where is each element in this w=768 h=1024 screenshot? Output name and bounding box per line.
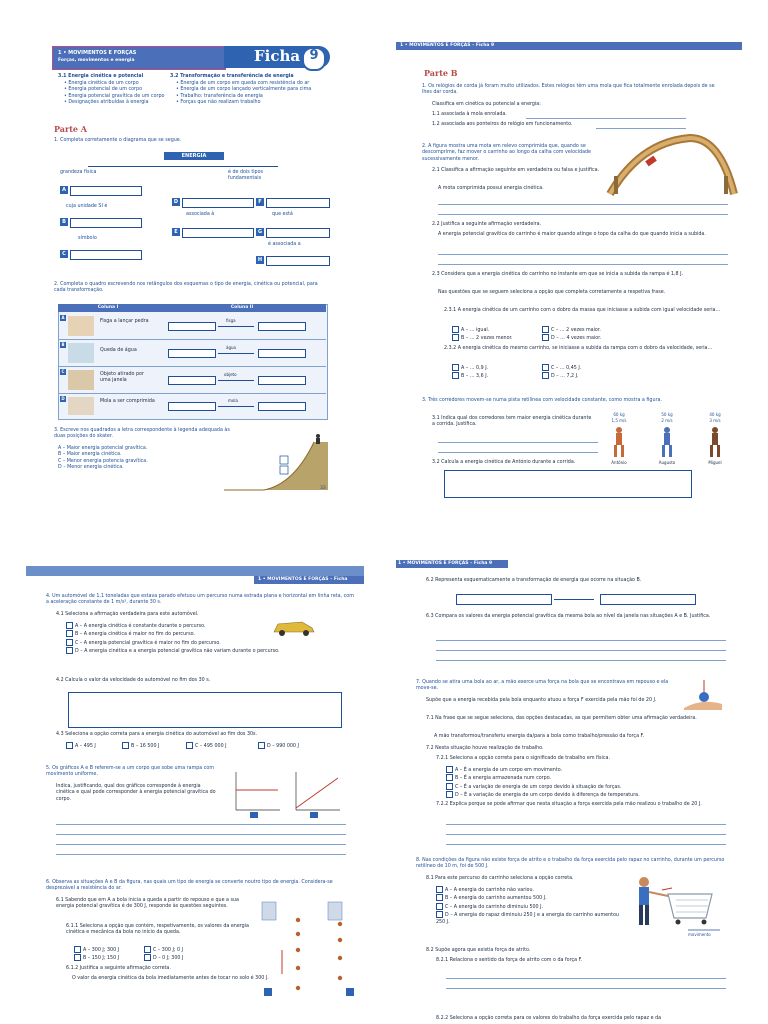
diagram-label-dois-tipos: é de dois tipos fundamentais bbox=[228, 170, 264, 182]
option-checkbox[interactable] bbox=[542, 364, 549, 371]
answer-line bbox=[446, 824, 726, 825]
option-label: A – A energia do carrinho não variou. bbox=[445, 888, 535, 893]
row-text: Objeto atirado por uma janela bbox=[100, 372, 144, 384]
option-checkbox[interactable] bbox=[66, 742, 73, 749]
graph-a bbox=[230, 770, 284, 818]
row-letter: D bbox=[61, 396, 65, 401]
option-label: C – … 2 vezes maior. bbox=[551, 328, 601, 333]
topic1-item: • Energia potencial gravítica de um corpo bbox=[64, 93, 165, 99]
answer-line bbox=[446, 978, 726, 979]
answer-line bbox=[56, 834, 346, 835]
option-label: C – A energia potencial gravítica é maior no fim do percurso. bbox=[75, 640, 221, 646]
question-5-statement: Indica, justificando, qual dos gráficos corresponde à energia cinética e qual pode corresponder à energia potencial gravítica do corpo. bbox=[56, 784, 216, 802]
chapter-header-subtitle: Forças, movimentos e energia bbox=[58, 58, 135, 63]
parte-a-heading: Parte A bbox=[54, 124, 87, 134]
option-label: A – … 0,9 J. bbox=[461, 366, 489, 371]
diagram-label-unidade: cuja unidade SI é bbox=[66, 204, 108, 209]
question-6: 6. Observa as situações A e B da figura, nas quais um tipo de energia se converte noutro tipo de energia. Considera-se desprezável a resistência do ar. bbox=[46, 880, 333, 892]
answer-box[interactable] bbox=[444, 470, 692, 498]
question-3-1: 3.1 Indica qual dos corredores tem maior energia cinética durante a corrida. Justifica. bbox=[432, 416, 592, 428]
topic1-item: • Energia potencial de um corpo bbox=[64, 87, 143, 93]
diagram-answer-box[interactable] bbox=[182, 198, 254, 208]
runner-name: António bbox=[611, 460, 627, 465]
row-answer-box-2[interactable] bbox=[258, 322, 306, 331]
option-label: B – A energia cinética é maior no fim do percurso. bbox=[75, 632, 195, 638]
question-4-3: 4.3 Seleciona a opção correta para a energia cinética do automóvel ao fim dos 30s. bbox=[56, 732, 258, 737]
worksheet-page-1 bbox=[48, 36, 338, 496]
option-checkbox[interactable] bbox=[446, 774, 453, 781]
diagram-letter-h: H bbox=[257, 257, 263, 263]
energia-label: ENERGIA bbox=[181, 153, 207, 159]
option-checkbox[interactable] bbox=[66, 639, 73, 646]
row-answer-box-2[interactable] bbox=[258, 376, 306, 385]
runner-figures bbox=[604, 426, 740, 458]
row-arrow bbox=[218, 353, 254, 354]
option-label: A – 300 J; 300 J bbox=[83, 948, 120, 953]
runner-speed: 2 m/s bbox=[661, 418, 673, 423]
option-label: D – 0 J; 300 J bbox=[153, 956, 184, 961]
diagram-letter-g: G bbox=[257, 229, 263, 235]
row-arrow bbox=[218, 406, 254, 407]
question-3-2: 3.2 Calcula a energia cinética de António durante a corrida. bbox=[432, 460, 576, 465]
question-7-statement: Supõe que a energia recebida pela bola enquanto atuou a força F exercida pela mão foi de 20 J. bbox=[426, 698, 657, 703]
topic1-item: • Energia cinética de um corpo bbox=[64, 81, 139, 86]
options-7-2-1 bbox=[446, 766, 640, 800]
page-header-title: 1 • MOVIMENTOS E FORÇAS – Ficha bbox=[258, 577, 348, 582]
diagram-letter-d: D bbox=[173, 199, 179, 205]
question-1-2: 1.2 associada aos ponteiros do relógio em funcionamento. bbox=[432, 122, 573, 127]
option-label: C – É a variação de energia de um corpo devido à situação de forças. bbox=[455, 784, 622, 790]
question-8-2-2: 8.2.2 Seleciona a opção correta para os valores do trabalho da força exercida pelo rapaz e da bbox=[436, 1016, 662, 1021]
table-header-col2: Coluna II bbox=[230, 305, 254, 310]
question-8-2-1: 8.2.1 Relaciona o sentido da força de atrito com o da força F. bbox=[436, 958, 583, 963]
diagram-letter-f: F bbox=[256, 198, 264, 206]
runner-mass: 40 kg bbox=[709, 412, 721, 417]
question-6-1-2: 6.1.2 Justifica a seguinte afirmação correta. bbox=[66, 966, 171, 971]
row-arrow bbox=[218, 326, 254, 327]
option-checkbox[interactable] bbox=[66, 622, 73, 629]
options-2-3-1 bbox=[452, 326, 612, 342]
question-3-options bbox=[58, 446, 148, 472]
table-header-col1: Coluna I bbox=[97, 305, 119, 310]
topic2-item: • Energia de um corpo em queda com resistência do ar bbox=[176, 81, 310, 86]
options-4-1 bbox=[66, 622, 279, 656]
row-answer-box-1[interactable] bbox=[168, 322, 216, 331]
diagram-answer-box[interactable] bbox=[70, 218, 142, 228]
topic1-item: • Designações atribuídas à energia bbox=[64, 100, 149, 106]
diagram-answer-box[interactable] bbox=[266, 228, 330, 238]
question-6-1-1: 6.1.1 Seleciona a opção que contém, respetivamente, os valores da energia cinética e mecânica da bola no início da queda. bbox=[66, 924, 249, 936]
option-checkbox[interactable] bbox=[74, 946, 81, 953]
runner-mass: 60 kg bbox=[613, 412, 625, 417]
diagram-label-e-associada: é associada a bbox=[268, 242, 301, 247]
option-label: B – 16 500 J bbox=[131, 744, 160, 749]
worksheet-page-4 bbox=[396, 558, 746, 1024]
row-answer-box-1[interactable] bbox=[168, 376, 216, 385]
question-2-2: 2.2 Justifica a seguinte afirmação verdadeira. bbox=[432, 222, 542, 227]
diagram-answer-box[interactable] bbox=[266, 198, 330, 208]
diagram-connector bbox=[88, 166, 278, 167]
option: D – Menor energia cinética. bbox=[58, 465, 124, 471]
answer-line bbox=[438, 442, 598, 443]
answer-line bbox=[438, 204, 728, 205]
answer-line bbox=[436, 640, 726, 641]
graph-b bbox=[290, 770, 344, 818]
answer-line bbox=[446, 834, 726, 835]
topic2-title: 3.2 Transformação e transferência de energia bbox=[170, 74, 294, 79]
question-2-3: 2.3 Considera que a energia cinética do carrinho no instante em que se inicia a subida da rampa é 1,8 J. bbox=[432, 272, 684, 277]
option-label: C – … 0,45 J. bbox=[551, 366, 582, 371]
row-arrow-label: fisga bbox=[226, 318, 236, 323]
option-label: A – A energia cinética é constante durante o percurso. bbox=[75, 624, 206, 629]
question-7: 7. Quando se atira uma bola ao ar, a mão exerce uma força na bola que se encontrava em repouso e ela move-se. bbox=[416, 680, 669, 692]
diagram-label-grandeza: grandeza física bbox=[60, 170, 97, 175]
option-checkbox[interactable] bbox=[436, 911, 443, 918]
question-7-2-1: 7.2.1 Seleciona a opção correta para o significado de trabalho em física. bbox=[436, 756, 610, 761]
answer-line bbox=[56, 854, 346, 855]
options-4-3 bbox=[66, 742, 356, 750]
option: C – Menor energia potencia gravítica. bbox=[58, 458, 148, 464]
diagram-label-simbolo: símbolo bbox=[78, 236, 97, 241]
runner-name: Miguel bbox=[708, 460, 722, 465]
answer-line bbox=[446, 988, 726, 989]
movimento-label: movimento bbox=[688, 932, 711, 937]
option-label: B – 150 J; 150 J bbox=[83, 956, 120, 961]
answer-line bbox=[526, 118, 686, 119]
worksheet-page-3 bbox=[26, 562, 364, 1024]
question-2-2-statement: A energia potencial gravítica do carrinho é maior quando atinge o topo da calha do que quando inicia a subida. bbox=[438, 232, 706, 237]
option-checkbox[interactable] bbox=[446, 783, 453, 790]
option-label: B – É a energia armazenada num corpo. bbox=[455, 776, 552, 782]
option-checkbox[interactable] bbox=[258, 742, 265, 749]
ramp-track-illustration bbox=[600, 132, 740, 196]
question-7-1: 7.1 Na frase que se segue seleciona, das opções destacadas, as que permitem obter uma afirmação verdadeira. bbox=[426, 716, 697, 721]
row-text: Mola a ser comprimida bbox=[100, 399, 155, 404]
topic2-item: • Forças que não realizam trabalho bbox=[176, 100, 261, 106]
table-row bbox=[58, 340, 326, 367]
options-8-1 bbox=[436, 886, 626, 926]
question-2-1: 2.1 Classifica a afirmação seguinte em verdadeira ou falsa e justifica. bbox=[432, 168, 600, 173]
option-checkbox[interactable] bbox=[144, 946, 151, 953]
topic2-list bbox=[176, 81, 311, 107]
row-answer-box-2[interactable] bbox=[258, 349, 306, 358]
hand-throwing-ball bbox=[682, 680, 726, 712]
energy-scheme-box-1[interactable] bbox=[456, 594, 552, 605]
question-8-2: 8.2 Supõe agora que existia força de atrito. bbox=[426, 948, 531, 953]
question-2-3-instruction: Nas questões que se seguem seleciona a opção que completa corretamente a respetiva frase. bbox=[438, 290, 666, 295]
question-2: 2. Completa o quadro escrevendo nos retângulos dos esquemas o tipo de energia, cinética ou potencial, para cada transformação. bbox=[54, 282, 318, 294]
question-6-1: 6.1 Sabendo que em A a bola inicia a queda a partir do repouso e que a sua energia potencial gravítica é de 300 J, responde às questões seguintes. bbox=[56, 898, 239, 910]
option-label: B – … 2 vezes menor. bbox=[461, 336, 513, 341]
falling-ball-situations bbox=[258, 900, 358, 1000]
option-label: B – … 3,6 J. bbox=[461, 374, 489, 379]
question-2-3-1: 2.3.1 A energia cinética de um carrinho com o dobro da massa que iniciasse a subida com igual velocidade seria… bbox=[444, 308, 721, 313]
option-label: C – 300 J; 0 J bbox=[153, 948, 184, 953]
diagram-letter-e: E bbox=[172, 228, 180, 236]
runner-mass: 50 kg bbox=[661, 412, 673, 417]
option-checkbox[interactable] bbox=[542, 334, 549, 341]
option-checkbox[interactable] bbox=[436, 903, 443, 910]
answer-box[interactable] bbox=[68, 692, 342, 728]
page-header-bar bbox=[26, 566, 364, 576]
option-checkbox[interactable] bbox=[186, 742, 193, 749]
option-label: D – … 7,2 J. bbox=[551, 374, 579, 379]
question-1: 1. Os relógios de corda já foram muito utilizados. Estes relógios têm uma mola que fica totalmente enrolada depois de se lhes dar corda. bbox=[422, 84, 715, 96]
runner-speed: 3 m/s bbox=[709, 418, 721, 423]
row-text: Fisga a lançar pedra bbox=[100, 319, 149, 324]
page-header-title: 1 • MOVIMENTOS E FORÇAS – Ficha 9 bbox=[398, 561, 493, 566]
option-label: D – … 4 vezes maior. bbox=[551, 336, 602, 341]
option-label: A – 495 J bbox=[75, 744, 96, 749]
diagram-label-associada: associada à bbox=[186, 212, 215, 217]
parte-b-heading: Parte B bbox=[424, 68, 458, 78]
answer-line bbox=[56, 844, 346, 845]
skater-ramp-illustration bbox=[224, 432, 328, 492]
option-checkbox[interactable] bbox=[436, 886, 443, 893]
answer-line bbox=[446, 844, 726, 845]
table-row bbox=[58, 313, 326, 340]
options-6-1-1 bbox=[74, 946, 234, 962]
question-2-3-2: 2.3.2 A energia cinética do mesmo carrinho, se iniciasse a subida da rampa com o dobro da velocidade, seria… bbox=[444, 346, 713, 351]
row-arrow bbox=[218, 380, 254, 381]
row-letter: A bbox=[61, 315, 65, 320]
question-7-1-statement: A mão transformou/transferiu energia da/para a bola como trabalho/pressão da força F. bbox=[434, 734, 645, 739]
topic1-title: 3.1 Energia cinética e potencial bbox=[58, 74, 144, 79]
option-checkbox[interactable] bbox=[446, 766, 453, 773]
diagram-answer-box[interactable] bbox=[182, 228, 254, 238]
row-answer-box-1[interactable] bbox=[168, 402, 216, 411]
row-picture bbox=[68, 370, 94, 390]
answer-line bbox=[596, 128, 686, 129]
chapter-header-title: 1 • MOVIMENTOS E FORÇAS bbox=[58, 50, 137, 56]
option-label: D – É a variação de energia de um corpo devido à diferença de temperatura. bbox=[455, 793, 640, 799]
topic1-list bbox=[64, 81, 164, 107]
row-picture bbox=[68, 343, 94, 363]
worksheet-page-2 bbox=[396, 36, 742, 506]
table-row bbox=[58, 394, 326, 418]
row-arrow-label: água bbox=[226, 345, 236, 350]
option-label: C – A energia do carrinho diminuiu 500 J. bbox=[445, 904, 544, 910]
option-checkbox[interactable] bbox=[436, 894, 443, 901]
diagram-answer-box[interactable] bbox=[70, 250, 142, 260]
table-row bbox=[58, 367, 326, 394]
boy-pushing-cart bbox=[632, 874, 728, 938]
answer-line bbox=[436, 660, 726, 661]
row-letter: B bbox=[61, 342, 65, 347]
answer-line bbox=[438, 214, 728, 215]
row-letter: C bbox=[61, 369, 65, 374]
option: A – Maior energia potencial gravítica. bbox=[58, 446, 148, 451]
question-4-2: 4.2 Calcula o valor da velocidade do automóvel no fim dos 30 s. bbox=[56, 678, 211, 683]
option-label: C – 495 000 J bbox=[195, 744, 227, 749]
ficha-word: Ficha bbox=[254, 47, 301, 65]
runners-illustration bbox=[604, 412, 740, 468]
diagram-label-que-esta: que está bbox=[272, 212, 293, 217]
row-text: Queda de água bbox=[100, 348, 137, 353]
option-checkbox[interactable] bbox=[74, 954, 81, 961]
option-checkbox[interactable] bbox=[66, 647, 73, 654]
option-checkbox[interactable] bbox=[66, 630, 73, 637]
energy-scheme-box-2[interactable] bbox=[600, 594, 696, 605]
question-1: 1. Completa corretamente o diagrama que se segue. bbox=[54, 138, 182, 143]
option-label: A – … igual. bbox=[461, 328, 490, 333]
question-7-2: 7.2 Nesta situação houve realização de trabalho. bbox=[426, 746, 544, 751]
question-1-1: 1.1 associada à mola enrolada. bbox=[432, 112, 507, 117]
question-2: 2. A figura mostra uma mota em relevo comprimida que, quando se descomprime, faz mover o carrinho ao longo da calha com velocidade sucessivamente menor. bbox=[422, 144, 592, 162]
runner-speed: 1,5 m/s bbox=[611, 418, 627, 423]
row-picture bbox=[68, 397, 94, 415]
row-arrow-label: objeto bbox=[224, 372, 237, 377]
option-label: A – É a energia de um corpo em movimento. bbox=[455, 768, 563, 773]
question-5: 5. Os gráficos A e B referem-se a um corpo que sobe uma rampa com movimento uniforme. bbox=[46, 766, 215, 778]
option-label: D – A energia do rapaz diminuiu 250 J e a energia do carrinho aumentou 250 J. bbox=[436, 913, 619, 925]
row-picture bbox=[68, 316, 94, 336]
question-3: 3. Escreve nos quadrados a letra correspondente à legenda adequada às duas posições do skater. bbox=[54, 428, 230, 440]
ficha-number: 9 bbox=[309, 48, 319, 63]
diagram-answer-box[interactable] bbox=[70, 186, 142, 196]
question-6-3: 6.3 Compara os valores da energia potencial gravítica da mesma bola ao nível da janela nas situações A e B. Justifica. bbox=[426, 614, 711, 619]
option-checkbox[interactable] bbox=[452, 326, 459, 333]
page-number: 33 bbox=[320, 486, 326, 491]
row-answer-box-2[interactable] bbox=[258, 402, 306, 411]
question-2-1-statement: A mota comprimida possui energia cinética. bbox=[438, 186, 544, 191]
option-checkbox[interactable] bbox=[452, 334, 459, 341]
answer-line bbox=[438, 254, 728, 255]
option-checkbox[interactable] bbox=[452, 372, 459, 379]
question-6-1-2-statement: O valor da energia cinética da bola imediatamente antes de tocar no solo é 300 J. bbox=[72, 976, 269, 981]
option-checkbox[interactable] bbox=[144, 954, 151, 961]
diagram-letter-b: B bbox=[60, 218, 68, 226]
option-checkbox[interactable] bbox=[542, 326, 549, 333]
option-label: D – A energia cinética e a energia potencial gravítica não variam durante o percurso. bbox=[75, 649, 280, 655]
row-answer-box-1[interactable] bbox=[168, 349, 216, 358]
runner-name: Augusto bbox=[658, 460, 676, 465]
diagram-letter-c: C bbox=[60, 250, 68, 258]
option-label: B – A energia do carrinho aumentou 500 J. bbox=[445, 896, 547, 902]
question-8-1: 8.1 Para este percurso do carrinho seleciona a opção correta. bbox=[426, 876, 574, 881]
question-4-1: 4.1 Seleciona a afirmação verdadeira para este automóvel. bbox=[56, 612, 199, 617]
answer-line bbox=[56, 824, 346, 825]
topic2-item: • Trabalho: transferência de energia bbox=[176, 93, 263, 99]
question-3: 3. Três corredores movem-se numa pista retilínea com velocidade constante, como mostra a figura. bbox=[422, 398, 662, 403]
option-checkbox[interactable] bbox=[446, 791, 453, 798]
question-6-2: 6.2 Representa esquematicamente a transformação de energia que ocorre na situação B. bbox=[426, 578, 642, 583]
diagram-answer-box[interactable] bbox=[266, 256, 330, 266]
energy-scheme-arrow bbox=[554, 599, 594, 600]
options-2-3-2 bbox=[452, 364, 612, 380]
question-7-2-2: 7.2.2 Explica porque se pode afirmar que nesta situação a força exercida pela mão realizou o trabalho de 20 J. bbox=[436, 802, 702, 807]
option-checkbox[interactable] bbox=[122, 742, 129, 749]
answer-line bbox=[438, 452, 598, 453]
option-checkbox[interactable] bbox=[452, 364, 459, 371]
option-checkbox[interactable] bbox=[542, 372, 549, 379]
option-label: D – 990 000 J bbox=[267, 744, 299, 749]
answer-line bbox=[438, 264, 728, 265]
diagram-letter-a: A bbox=[60, 186, 68, 194]
page-header-title: 1 • MOVIMENTOS E FORÇAS – Ficha 9 bbox=[400, 43, 495, 48]
question-1-sub: Classifica em cinética ou potencial a energia: bbox=[432, 102, 541, 107]
answer-line bbox=[436, 650, 726, 651]
question-8: 8. Nas condições da figura não existe força de atrito e o trabalho da força exercida pelo rapaz no carrinho, durante um percurso retilíneo de 10 m, foi de 500 J. bbox=[416, 858, 725, 870]
topic2-item: • Energia de um corpo lançado verticalmente para cima bbox=[176, 87, 312, 93]
row-arrow-label: mola bbox=[228, 398, 238, 403]
option: B – Maior energia cinética. bbox=[58, 452, 122, 458]
question-4: 4. Um automóvel de 1,1 toneladas que estava parado efetuou um percurso numa estrada plana e horizontal em linha reta, com a aceleração constante de 1 m/s², durante 30 s. bbox=[46, 594, 354, 606]
